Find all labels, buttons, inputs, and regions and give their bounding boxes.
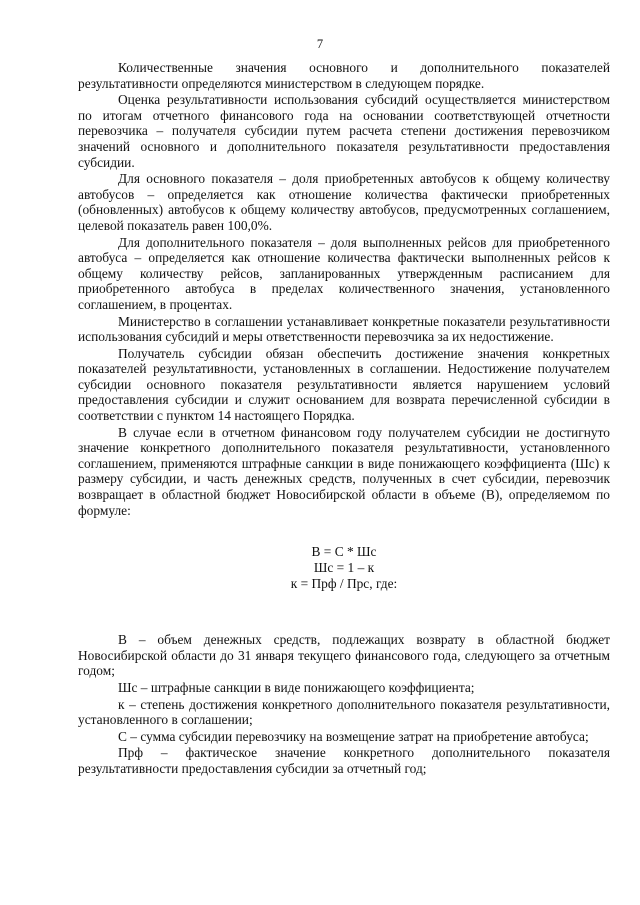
definition-paragraph: к – степень достижения конкретного дополнительного показателя результативности, установленного в соглашении; (78, 696, 610, 728)
paragraph: Для дополнительного показателя – доля выполненных рейсов для приобретенного автобуса – определяется как отношение количества фактически выполненных рейсов к общему количеству рейсов, запланированных утвержденным расписанием для приобретенного автобуса в пределах количественного значения, установленного соглашением, в процентах. (78, 234, 610, 312)
definition-paragraph: В – объем денежных средств, подлежащих возврату в областной бюджет Новосибирской области до 31 января текущего финансового года, следующего за отчетным годом; (78, 632, 610, 679)
paragraph: Количественные значения основного и дополнительного показателей результативности определяются министерством в следующем порядке. (78, 60, 610, 91)
definition-paragraph: С – сумма субсидии перевозчику на возмещение затрат на приобретение автобуса; (118, 728, 589, 744)
paragraph: В случае если в отчетном финансовом году получателем субсидии не достигнуто значение конкретного дополнительного показателя результативности, установленного соглашением, применяются штрафные санкции в виде понижающего коэффициента (Шс) к размеру субсидии, и часть денежных средств, полученных в счет субсидии, перевозчик возвращает в областной бюджет Новосибирской области в объеме (В), определяемом по формуле: (78, 424, 610, 518)
formula-line: Шс = 1 – к (313, 560, 375, 576)
paragraph: Оценка результативности использования субсидий осуществляется министерством по итогам отчетного финансового года на основании соответствующей отчетности перевозчика – получателя субсидии путем расчета степени достижения перевозчиком значений основного и дополнительного показателя результативности предоставления субсидии. (78, 92, 610, 170)
document-body (78, 60, 610, 778)
definition-paragraph: Шс – штрафные санкции в виде понижающего коэффициента; (118, 680, 475, 695)
formula-line: В = С * Шс (311, 544, 377, 560)
definition-paragraph: Прф – фактическое значение конкретного дополнительного показателя результативности предоставления субсидии за отчетный год; (78, 745, 610, 776)
formula-block (78, 544, 610, 592)
formula-line: к = Прф / Прс, где: (290, 576, 398, 592)
paragraph: Получатель субсидии обязан обеспечить достижение значения конкретных показателей результативности, установленных в соглашении. Недостижение получателем субсидии основного показателя результативности является нарушением условий предоставления субсидии и служит основанием для возврата перечисленной субсидии в соответствии с пунктом 14 настоящего Порядка. (78, 345, 610, 424)
paragraph: Для основного показателя – доля приобретенных автобусов к общему количеству автобусов – определяется как отношение количества фактически приобретенных (обновленных) автобусов к общему количеству автобусов, предусмотренных соглашением, целевой показатель равен 100,0%. (78, 171, 610, 233)
paragraph: Министерство в соглашении устанавливает конкретные показатели результативности использования субсидий и меры ответственности перевозчика за их недостижение. (78, 313, 610, 345)
page-number: 7 (316, 37, 324, 51)
